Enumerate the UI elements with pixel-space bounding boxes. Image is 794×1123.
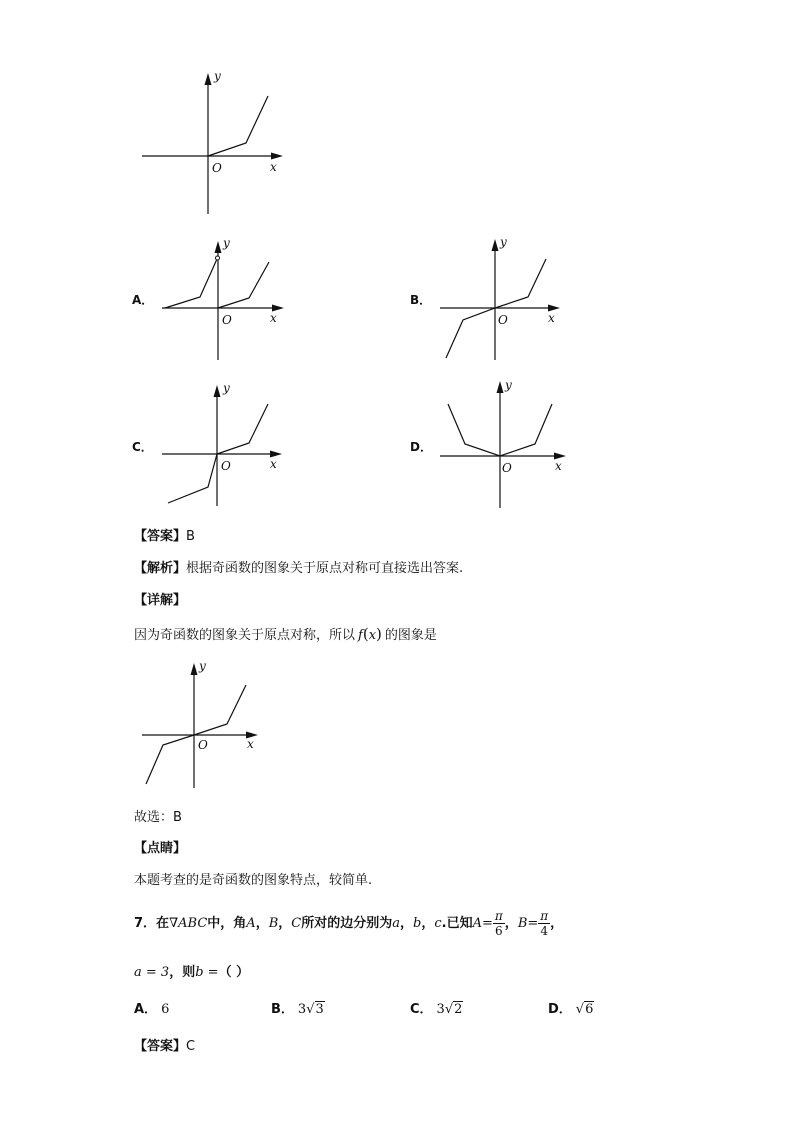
graph-option-a: [160, 238, 290, 363]
y-label: y: [500, 235, 507, 249]
analysis-tag: 【解析】: [134, 561, 187, 576]
origin-label: O: [198, 738, 208, 752]
option-a-label: A．: [132, 293, 154, 307]
y-label: y: [223, 381, 230, 395]
y-label: y: [223, 236, 230, 250]
graph-top: [140, 68, 290, 218]
graph-option-b: [438, 236, 568, 366]
x-arrow: [271, 153, 283, 160]
q7-stem-2: 中，角: [207, 916, 247, 931]
y-label: y: [199, 659, 206, 673]
q7-b-eq: b =: [195, 965, 219, 980]
x-label: x: [270, 457, 277, 471]
origin-label: O: [212, 161, 222, 175]
x-label: x: [555, 459, 562, 473]
q6-choose: 故选：B: [134, 810, 182, 825]
q7-stem-line1: 7．在∇ABC中，角A，B，C所对的边分别为a，b，c.已知A= $\frac{\pi}{6}$ ，B= $\frac{\pi}{4}$ ，: [134, 909, 564, 938]
y-label: y: [214, 69, 221, 83]
y-arrow: [497, 381, 504, 393]
q7-condition: a = 3: [134, 965, 170, 980]
q7-option-b: B． 3√3: [271, 1002, 324, 1017]
origin-label: O: [221, 459, 231, 473]
q7-stem-3: 所对的边分别为: [301, 916, 393, 931]
detail-tag: 【详解】: [134, 593, 187, 608]
curve-right: [218, 262, 269, 308]
x-label: x: [270, 160, 277, 174]
answer-tag: 【答案】: [134, 529, 187, 544]
curve-left: [165, 259, 217, 308]
q7-stem-line2: [134, 961, 249, 980]
answer-value: B: [186, 529, 195, 544]
detail-text-1: 因为奇函数的图象关于原点对称，所以: [134, 628, 356, 643]
q7-stem-4: .已知: [441, 916, 473, 931]
q7-option-a: A． 6: [134, 1002, 170, 1017]
fraction-pi-6: $\frac{\pi}{6}$: [494, 909, 503, 938]
analysis-text: 根据奇函数的图象关于原点对称可直接选出答案.: [186, 561, 464, 576]
fraction-pi-4: $\frac{\pi}{4}$: [540, 909, 549, 938]
curve-left: [168, 454, 217, 503]
x-label: x: [548, 311, 555, 325]
q7-option-c: C． 3√2: [410, 1002, 463, 1017]
option-d-label: D．: [410, 440, 432, 454]
q7-stem-1: 在: [156, 916, 170, 931]
option-b-label: B．: [410, 293, 432, 307]
graph-answer: [140, 660, 270, 790]
curve-right: [217, 404, 268, 454]
open-point: [216, 256, 220, 260]
q6-detail-text: 因为奇函数的图象关于原点对称，所以 f(x) 的图象是: [134, 625, 437, 643]
y-arrow: [214, 385, 221, 397]
x-label: x: [247, 737, 254, 751]
y-arrow: [191, 663, 198, 675]
func-arg: x: [368, 628, 377, 643]
y-arrow: [492, 239, 499, 251]
q7-option-d: D． √6: [548, 1002, 594, 1017]
y-label: y: [505, 378, 512, 392]
origin-label: O: [502, 461, 512, 475]
func-name: f: [358, 628, 363, 643]
q6-answer: [134, 525, 195, 544]
q6-analysis: [134, 557, 463, 576]
q7-number: 7．: [134, 916, 157, 931]
q6-comment-tag: [134, 837, 186, 856]
curve: [208, 96, 268, 156]
comment-tag: 【点睛】: [134, 841, 187, 856]
q7-line2-text: ，则: [169, 965, 196, 980]
q7-paren: （ ）: [218, 965, 250, 980]
q7-triangle: ∇ABC: [169, 916, 208, 931]
q7-options: [134, 998, 169, 1017]
origin-label: O: [222, 313, 232, 327]
origin-label: O: [498, 313, 508, 327]
q7-answer: [134, 1035, 195, 1054]
graph-option-d: [438, 378, 573, 513]
option-c-label: C．: [132, 440, 153, 454]
detail-text-2: 的图象是: [384, 628, 437, 643]
graph-option-c: [160, 382, 290, 512]
x-label: x: [270, 311, 277, 325]
y-arrow: [215, 241, 222, 253]
answer-tag: 【答案】: [134, 1039, 187, 1054]
q6-comment-text: 本题考查的是奇函数的图象特点，较简单.: [134, 873, 373, 888]
q6-detail-tag: [134, 589, 186, 608]
y-arrow: [205, 73, 212, 85]
answer-value: C: [186, 1039, 196, 1054]
